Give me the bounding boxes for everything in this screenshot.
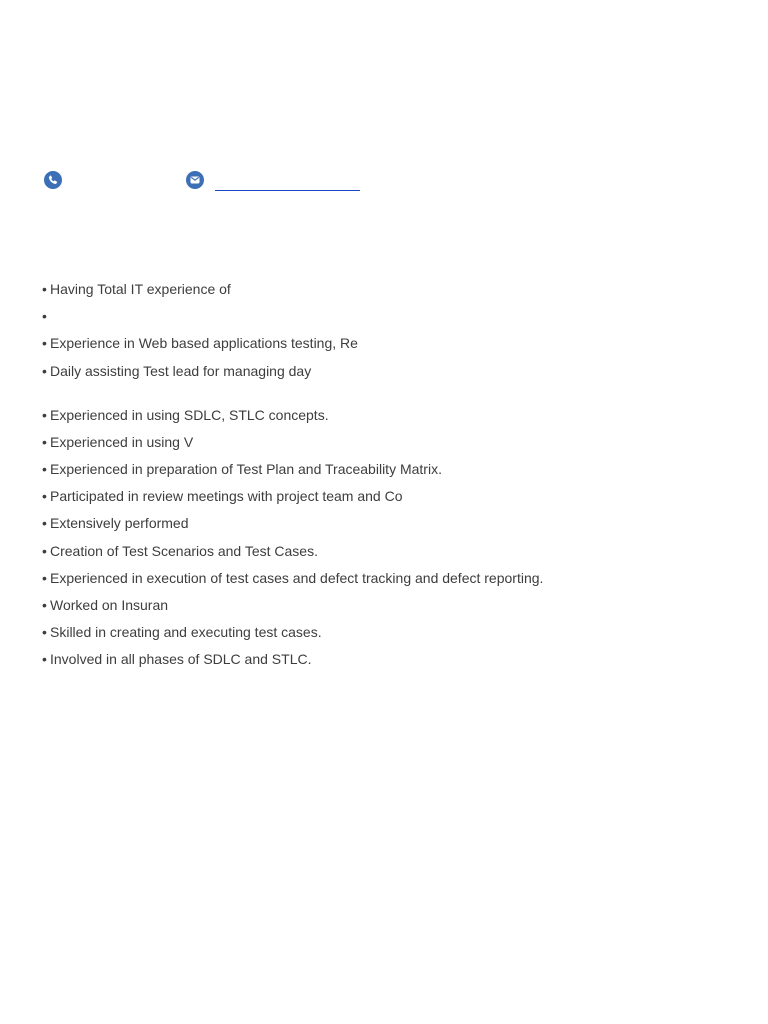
list-item-text: Involved in all phases of SDLC and STLC. xyxy=(50,651,312,667)
list-bullet: • xyxy=(42,543,47,559)
list-item xyxy=(42,281,231,297)
list-item-text: Experienced in using SDLC, STLC concepts. xyxy=(50,407,329,423)
list-item xyxy=(42,363,311,379)
list-item xyxy=(42,335,358,351)
list-item-text: Daily assisting Test lead for managing day xyxy=(50,363,312,379)
list-item xyxy=(42,488,403,504)
envelope-icon xyxy=(186,171,204,189)
contact-row xyxy=(0,0,768,200)
list-item xyxy=(42,407,329,423)
list-item xyxy=(42,543,318,559)
list-item xyxy=(42,651,311,667)
list-item-text: Experienced in execution of test cases and defect tracking and defect reporting. xyxy=(50,570,544,586)
list-bullet: • xyxy=(42,597,47,613)
list-item xyxy=(42,515,189,531)
list-item xyxy=(42,624,322,640)
email-link[interactable] xyxy=(215,178,360,191)
list-bullet: • xyxy=(42,488,47,504)
list-item-text: Participated in review meetings with project team and Co xyxy=(50,488,403,504)
list-bullet: • xyxy=(42,434,47,450)
list-bullet: • xyxy=(42,651,47,667)
phone-icon xyxy=(44,171,62,189)
list-bullet: • xyxy=(42,515,47,531)
list-bullet: • xyxy=(42,407,47,423)
list-item-text: Experienced in preparation of Test Plan and Traceability Matrix. xyxy=(50,461,442,477)
list-bullet: • xyxy=(42,308,47,324)
list-item-text: Skilled in creating and executing test cases. xyxy=(50,624,322,640)
list-bullet: • xyxy=(42,363,47,379)
list-item xyxy=(42,308,50,324)
list-item xyxy=(42,434,193,450)
list-item-text: Worked on Insuran xyxy=(50,597,169,613)
list-item xyxy=(42,597,168,613)
list-item-text: Experience in Web based applications testing, Re xyxy=(50,335,358,351)
list-bullet: • xyxy=(42,570,47,586)
list-bullet: • xyxy=(42,461,47,477)
list-item-text: Creation of Test Scenarios and Test Cases. xyxy=(50,543,318,559)
list-bullet: • xyxy=(42,335,47,351)
list-bullet: • xyxy=(42,624,47,640)
list-item-text: Extensively performed xyxy=(50,515,189,531)
list-bullet: • xyxy=(42,281,47,297)
list-item-text: Having Total IT experience of xyxy=(50,281,231,297)
list-item xyxy=(42,570,543,586)
list-item xyxy=(42,461,442,477)
list-item-text: Experienced in using V xyxy=(50,434,194,450)
